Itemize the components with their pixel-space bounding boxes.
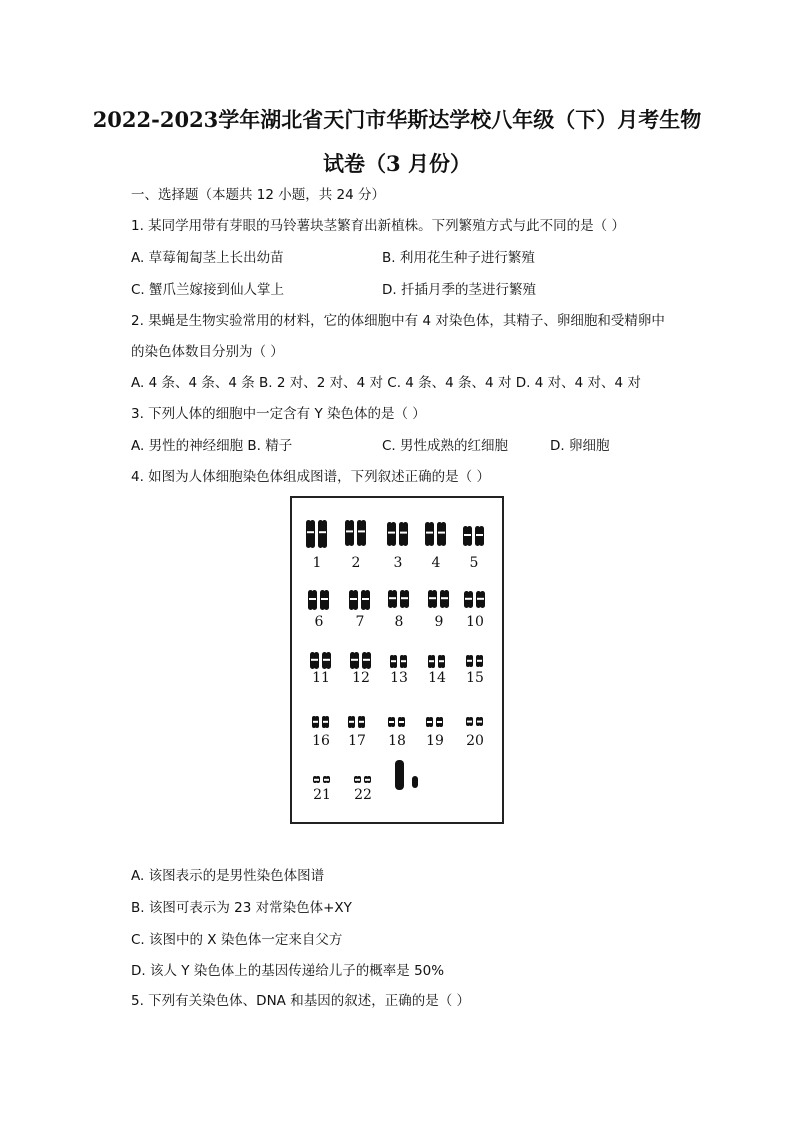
chromosome-shape (428, 655, 435, 668)
karyotype-label-20: 20 (466, 733, 484, 749)
question-3-stem: 3. 下列人体的细胞中一定含有 Y 染色体的是（ ） (131, 406, 426, 422)
chromosome-shape (466, 655, 473, 667)
karyotype-label-10: 10 (466, 614, 484, 630)
karyotype-label-19: 19 (426, 733, 444, 749)
chromosome-shape (361, 590, 370, 610)
x-chromosome (395, 760, 404, 790)
chromosome-shape (475, 526, 484, 546)
question-2-stem-line-2: 的染色体数目分别为（ ） (131, 344, 284, 360)
karyotype-label-17: 17 (348, 733, 366, 749)
question-2-options: A. 4 条、4 条、4 条 B. 2 对、2 对、4 对 C. 4 条、4 条、4 对 D. 4 对、4 对、4 对 (131, 375, 641, 391)
karyotype-label-12: 12 (352, 670, 370, 686)
karyotype-label-5: 5 (469, 555, 479, 571)
chromosome-shape (308, 590, 317, 610)
section-heading: 一、选择题（本题共 12 小题，共 24 分） (131, 187, 386, 203)
chromosome-shape (322, 652, 331, 669)
karyotype-label-2: 2 (351, 555, 361, 571)
chromosome-shape (388, 590, 397, 608)
question-4-option-a: A. 该图表示的是男性染色体图谱 (131, 868, 325, 884)
chromosome-shape (428, 590, 437, 608)
question-1-option-c: C. 蟹爪兰嫁接到仙人掌上 (131, 282, 285, 298)
karyotype-label-7: 7 (355, 614, 365, 630)
question-5-stem: 5. 下列有关染色体、DNA 和基因的叙述，正确的是（ ） (131, 993, 470, 1009)
chromosome-shape (463, 526, 472, 546)
chromosome-shape (348, 716, 355, 728)
question-1-option-d: D. 扦插月季的茎进行繁殖 (382, 282, 536, 298)
chromosome-shape (426, 717, 433, 727)
chromosome-shape (476, 717, 483, 726)
karyotype-label-8: 8 (394, 614, 404, 630)
chromosome-shape (399, 522, 408, 546)
question-4-option-c: C. 该图中的 X 染色体一定来自父方 (131, 932, 343, 948)
chromosome-shape (387, 522, 396, 546)
karyotype-label-6: 6 (314, 614, 324, 630)
question-1-option-b: B. 利用花生种子进行繁殖 (382, 250, 535, 266)
chromosome-shape (350, 652, 359, 669)
chromosome-shape (354, 776, 361, 783)
karyotype-label-14: 14 (428, 670, 446, 686)
chromosome-shape (466, 717, 473, 726)
karyotype-label-9: 9 (434, 614, 444, 630)
chromosome-shape (318, 520, 327, 548)
chromosome-shape (464, 591, 473, 608)
chromosome-shape (320, 590, 329, 610)
chromosome-shape (310, 652, 319, 669)
question-3-option-ab: A. 男性的神经细胞 B. 精子 (131, 438, 293, 454)
title-line-1: 2022-2023学年湖北省天门市华斯达学校八年级（下）月考生物 (92, 107, 702, 132)
chromosome-shape (357, 520, 366, 546)
question-4-option-b: B. 该图可表示为 23 对常染色体+XY (131, 900, 352, 916)
chromosome-shape (400, 590, 409, 608)
karyotype-label-11: 11 (312, 670, 330, 686)
karyotype-label-13: 13 (390, 670, 408, 686)
chromosome-shape (388, 717, 395, 727)
karyotype-label-18: 18 (388, 733, 406, 749)
chromosome-shape (322, 716, 329, 728)
question-2-stem-line-1: 2. 果蝇是生物实验常用的材料，它的体细胞中有 4 对染色体，其精子、卵细胞和受精卵中 (131, 313, 665, 329)
chromosome-shape (364, 776, 371, 783)
title-line-2: 试卷（3 月份） (323, 151, 471, 176)
karyotype-label-21: 21 (313, 787, 331, 803)
chromosome-shape (313, 776, 320, 783)
question-3-option-d: D. 卵细胞 (550, 438, 610, 454)
chromosome-shape (436, 717, 443, 727)
question-1-option-a: A. 草莓匍匐茎上长出幼苗 (131, 250, 284, 266)
karyotype-label-16: 16 (312, 733, 330, 749)
chromosome-shape (362, 652, 371, 669)
karyotype-label-22: 22 (354, 787, 372, 803)
chromosome-shape (358, 716, 365, 728)
question-4-option-d: D. 该人 Y 染色体上的基因传递给儿子的概率是 50% (131, 963, 445, 979)
karyotype-image (292, 498, 502, 822)
question-3-option-c: C. 男性成熟的红细胞 (382, 438, 509, 454)
karyotype-label-3: 3 (393, 555, 403, 571)
chromosome-shape (425, 522, 434, 546)
chromosome-shape (440, 590, 449, 608)
chromosome-shape (312, 716, 319, 728)
karyotype-label-15: 15 (466, 670, 484, 686)
question-4-stem: 4. 如图为人体细胞染色体组成图谱，下列叙述正确的是（ ） (131, 469, 490, 485)
chromosome-shape (349, 590, 358, 610)
karyotype-label-4: 4 (431, 555, 441, 571)
karyotype-figure (290, 496, 504, 824)
chromosome-shape (390, 655, 397, 668)
chromosome-shape (438, 655, 445, 668)
chromosome-shape (323, 776, 330, 783)
chromosome-shape (306, 520, 315, 548)
chromosome-shape (476, 655, 483, 667)
chromosome-shape (476, 591, 485, 608)
chromosome-shape (398, 717, 405, 727)
chromosome-shape (345, 520, 354, 546)
chromosome-shape (400, 655, 407, 668)
y-chromosome (412, 776, 418, 788)
question-1-stem: 1. 某同学用带有芽眼的马铃薯块茎繁育出新植株。下列繁殖方式与此不同的是（ ） (131, 218, 625, 234)
chromosome-shape (437, 522, 446, 546)
karyotype-label-1: 1 (312, 555, 322, 571)
